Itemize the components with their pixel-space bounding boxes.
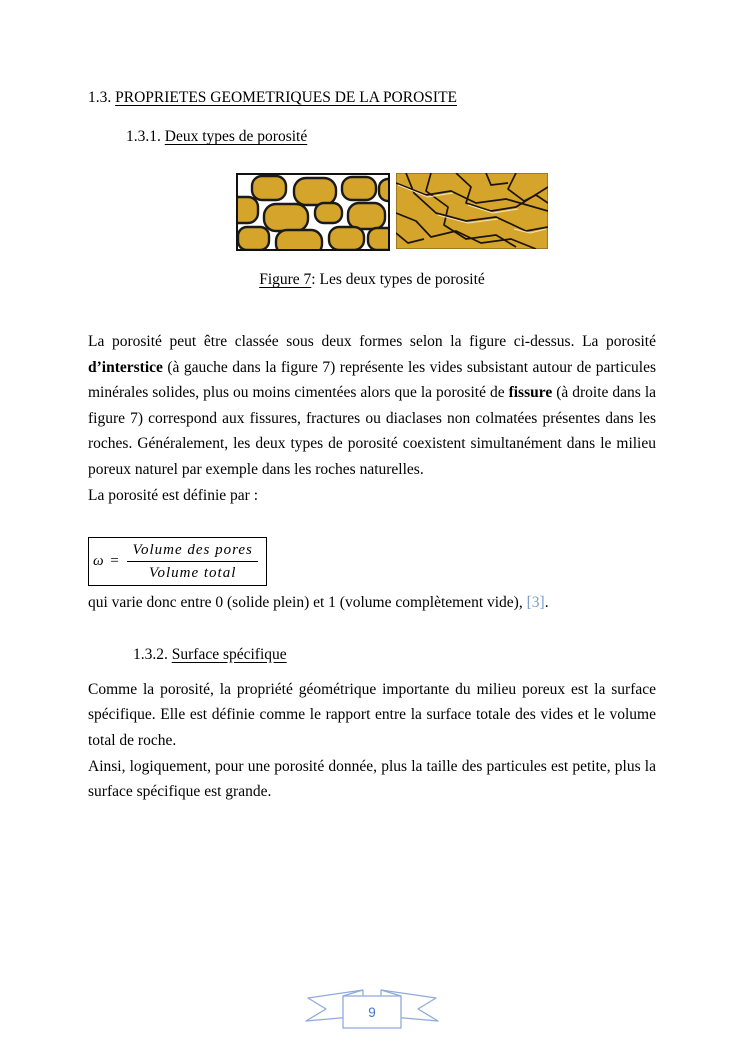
page-number-ribbon	[303, 984, 441, 1032]
reference-link-3[interactable]: [3]	[526, 594, 545, 612]
paragraph-text: (à droite dans la figure 7) correspond aux fissures, fractures ou diaclases non colmatées présentes dans les roches. Généralement, les deux types de porosité coexistent simultanément dans le milieu poreux naturel par exemple dans les roches naturelles.	[88, 384, 657, 478]
bold-term-interstice: d’interstice	[88, 358, 163, 376]
paragraph-porosity-definition-intro: La porosité est définie par :	[88, 486, 259, 504]
fissure-porosity-image	[396, 173, 548, 249]
paragraph-porosity-range	[88, 590, 656, 616]
paragraph-specific-surface: Comme la porosité, la propriété géométrique importante du milieu poreux est la surface spécifique. Elle est définie comme le rapport entre la surface totale des vides et le volume total de roche.	[88, 680, 656, 749]
paragraph-text: .	[544, 594, 549, 612]
formula-fraction	[127, 540, 257, 582]
section-title: PROPRIETES GEOMETRIQUES DE LA POROSITE	[115, 89, 458, 106]
page-content	[88, 88, 656, 805]
subsection-number: 1.3.1.	[126, 128, 165, 145]
figure-caption-text: : Les deux types de porosité	[311, 271, 485, 288]
formula-numerator: Volume des pores	[127, 540, 257, 562]
figure-caption-label: Figure 7	[259, 271, 312, 288]
bold-term-fissure: fissure	[508, 384, 553, 402]
subsection-heading-1-3-2	[88, 645, 656, 665]
subsection-number: 1.3.2.	[133, 645, 172, 663]
paragraph-porosity-types	[88, 329, 656, 483]
section-heading-1-3	[88, 88, 656, 108]
section-number: 1.3.	[88, 89, 116, 106]
paragraph-text: (à gauche dans la figure 7) représente les vides subsistant autour de particules minérales solides, plus ou moins cimentées alors que la porosité de	[88, 358, 656, 402]
figure-7	[88, 173, 656, 290]
paragraph-text: La porosité peut être classée sous deux formes selon la figure ci-dessus. La porosité	[88, 333, 656, 350]
paragraph-text: qui varie donc entre 0 (solide plein) et 1 (volume complètement vide),	[88, 594, 527, 612]
formula-denominator: Volume total	[148, 565, 237, 582]
subsection-title: Deux types de porosité	[164, 128, 308, 145]
porosity-formula	[88, 537, 267, 586]
interstice-porosity-image	[236, 173, 390, 251]
figure-images-row	[108, 173, 676, 251]
page-number: 9	[368, 1004, 376, 1020]
subsection-title: Surface spécifique	[171, 645, 287, 663]
subsection-heading-1-3-1	[88, 127, 656, 147]
formula-lhs: ω =	[93, 553, 121, 570]
paragraph-particle-size: Ainsi, logiquement, pour une porosité donnée, plus la taille des particules est petite, plus la surface spécifique est grande.	[88, 757, 656, 801]
figure-caption	[88, 270, 656, 290]
